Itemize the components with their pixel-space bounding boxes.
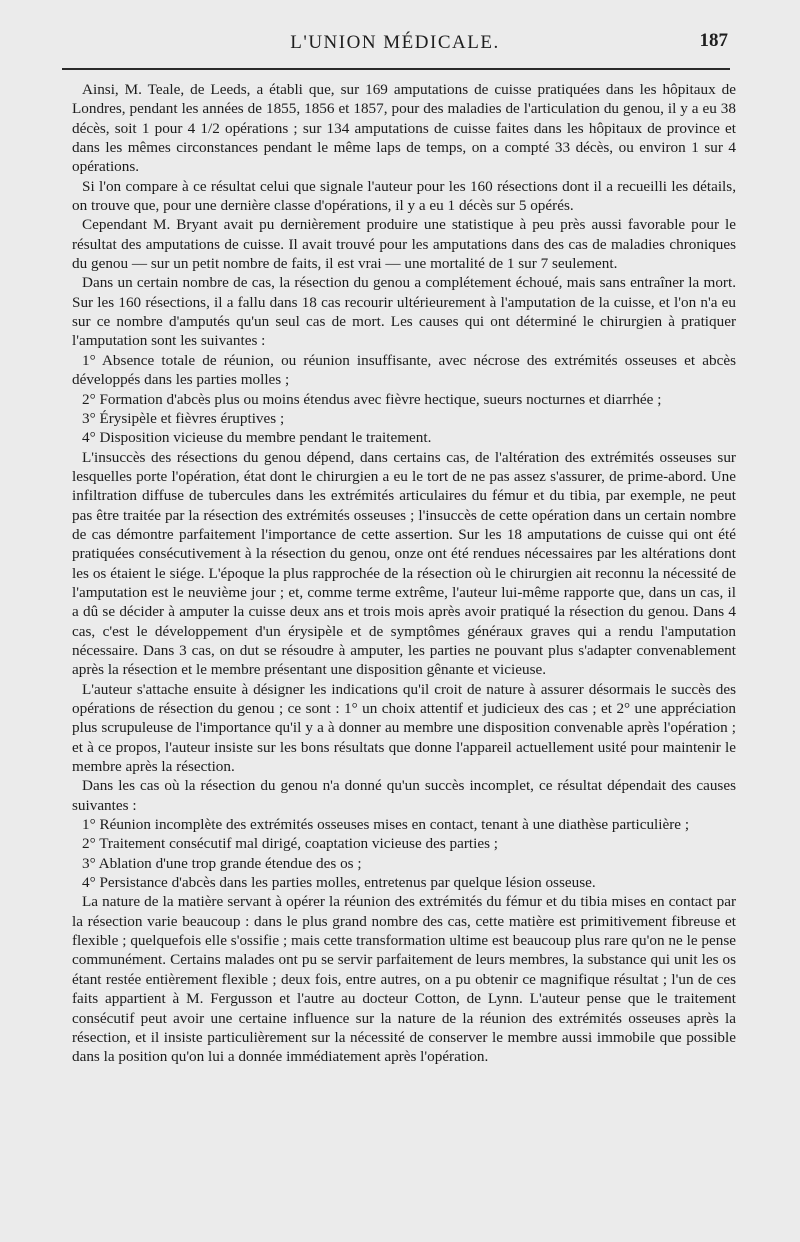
page-header (62, 26, 728, 58)
paragraph: Cependant M. Bryant avait pu dernièrement produire une statistique à peu près aussi favorable pour le résultat des amputations de cuisse. Il avait trouvé pour les amputations dans des cas de maladies chroniques du genou — sur un petit nombre de faits, il est vrai — une mortalité de 1 sur 7 seulement. (72, 216, 736, 273)
list-item: 1° Absence totale de réunion, ou réunion insuffisante, avec nécrose des extrémités osseuses et abcès développés dans les parties molles ; (72, 351, 736, 389)
paragraph: Dans les cas où la résection du genou n'a donné qu'un succès incomplet, ce résultat dépendait des causes suivantes : (72, 777, 736, 814)
running-title: L'UNION MÉDICALE. (290, 32, 500, 53)
list-item: 4° Disposition vicieuse du membre pendant le traitement. (82, 429, 432, 447)
list-item: 3° Érysipèle et fièvres éruptives ; (82, 409, 285, 427)
list-item: 3° Ablation d'une trop grande étendue des os ; (82, 854, 362, 872)
list-item: 2° Traitement consécutif mal dirigé, coaptation vicieuse des parties ; (82, 835, 499, 853)
list-item: 4° Persistance d'abcès dans les parties molles, entretenus par quelque lésion osseuse. (82, 874, 596, 892)
list-item: 2° Formation d'abcès plus ou moins étendus avec fièvre hectique, sueurs nocturnes et diarrhée ; (82, 390, 662, 408)
paragraph: L'insuccès des résections du genou dépend, dans certains cas, de l'altération des extrémités osseuses sur lesquelles porte l'opération, état dont le chirurgien a eu le tort de ne pas assez s'assurer, de prime-abord. Une infiltration diffuse de tubercules dans les extrémités articulaires du fémur et du tibia, par exemple, ne peut pas être traitée par la résection des extrémités osseuses ; l'insuccès de cette opération dans un certain nombre de cas démontre parfaitement l'importance de cette assertion. Sur les 18 amputations de cuisse qui ont été pratiquées consécutivement à la résection du genou, onze ont été rendues nécessaires par les altérations dont les os étaient le siége. L'époque la plus rapprochée de la résection où le chirurgien ait reconnu la nécessité de l'amputation est le neuvième jour ; et, comme terme extrême, l'auteur lui-même rapporte que, dans un cas, il a dû se décider à amputer la cuisse deux ans et trois mois après avoir pratiqué la résection du genou. Dans 4 cas, c'est le développement d'un érysipèle et de symptômes généraux graves qui a rendu l'amputation nécessaire. Dans 3 cas, on dut se résoudre à amputer, les parties ne pouvant plus s'adapter convenablement après la résection et le membre présentant une disposition gênante et vicieuse. (72, 448, 736, 679)
paragraph: Dans un certain nombre de cas, la résection du genou a complétement échoué, mais sans entraîner la mort. Sur les 160 résections, il a fallu dans 18 cas recourir ultérieurement à l'amputation de la cuisse, et l'on n'a eu sur ce nombre d'amputés qu'un seul cas de mort. Les causes qui ont déterminé le chirurgien à pratiquer l'amputation sont les suivantes : (72, 274, 736, 350)
page-number: 187 (699, 30, 728, 51)
paragraph: L'auteur s'attache ensuite à désigner les indications qu'il croit de nature à assurer désormais le succès des opérations de résection du genou ; ce sont : 1° un choix attentif et judicieux des cas ; et 2° une appréciation plus scrupuleuse de l'importance qu'il y a à donner au membre une disposition convenable après l'opération ; et à ce propos, l'auteur insiste sur les bons résultats que donne l'appareil actuellement usité pour maintenir le membre après la résection. (72, 680, 736, 776)
paragraph: Si l'on compare à ce résultat celui que signale l'auteur pour les 160 résections dont il a recueilli les détails, on trouve que, pour une dernière classe d'opérations, il y a eu 1 décès sur 5 opérés. (72, 177, 736, 215)
list-item: 1° Réunion incomplète des extrémités osseuses mises en contact, tenant à une diathèse particulière ; (82, 816, 690, 834)
paragraph: La nature de la matière servant à opérer la réunion des extrémités du fémur et du tibia mises en contact par la résection varie beaucoup : dans le plus grand nombre des cas, cette matière est primitivement fibreuse et flexible ; quelquefois elle s'ossifie ; mais cette transformation ultime est beaucoup plus rare qu'on ne le pense communément. Certains malades ont pu se servir parfaitement de leurs membres, la substance qui unit les os étant restée entièrement flexible ; deux fois, entre autres, on a pu obtenir ce magnifique résultat ; l'un de ces faits appartient à M. Fergusson et l'autre au docteur Cotton, de Lynn. L'auteur pense que le traitement consécutif peut avoir une certaine influence sur la nature de la réunion des extrémités osseuses après la résection, et il insiste particulièrement sur la nécessité de conserver le membre aussi immobile que possible dans la position qu'on lui a donnée immédiatement après l'opération. (72, 893, 736, 1066)
header-rule (62, 68, 730, 70)
article-body (72, 80, 736, 1067)
paragraph: Ainsi, M. Teale, de Leeds, a établi que, sur 169 amputations de cuisse pratiquées dans les hôpitaux de Londres, pendant les années de 1855, 1856 et 1857, pour des maladies de l'articulation du genou, il y a eu 38 décès, soit 1 pour 4 1/2 opérations ; sur 134 amputations de cuisse faites dans les hôpitaux de province et dans les mêmes circonstances pendant le même laps de temps, on a compté 33 décès, ou environ 1 sur 4 opérations. (72, 81, 736, 176)
